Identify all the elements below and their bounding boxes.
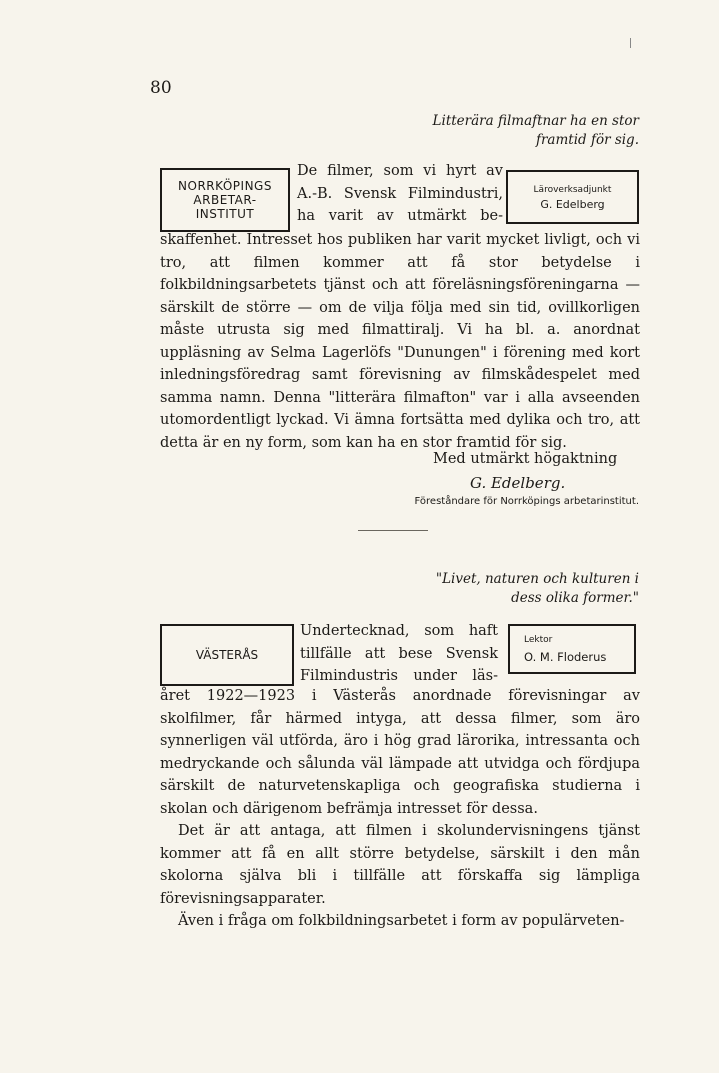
intro-line: Filmindustris under läs- <box>300 668 498 684</box>
edelberg-box <box>506 170 639 224</box>
floderus-box <box>508 624 636 674</box>
author-title: Läroverksadjunkt <box>533 184 612 195</box>
letter-body-1 <box>160 229 640 454</box>
margin-mark <box>630 38 631 48</box>
epigraph-line: framtid för sig. <box>535 132 639 148</box>
letter-body-2 <box>160 685 640 933</box>
closing: Med utmärkt högaktning <box>433 451 618 467</box>
author-name: O. M. Floderus <box>524 650 607 664</box>
intro-lines-1 <box>297 160 503 228</box>
intro-lines-2 <box>300 620 498 688</box>
intro-line: Undertecknad, som haft <box>300 623 498 639</box>
box-line: VÄSTERÅS <box>195 647 259 662</box>
intro-line: tillfälle att bese Svensk <box>300 645 498 662</box>
box-line: INSTITUT <box>195 207 255 221</box>
intro-line: De filmer, som vi hyrt av <box>297 163 503 179</box>
vasteras-box <box>160 624 294 686</box>
epigraph-vasteras <box>379 570 639 608</box>
author-name: G. Edelberg <box>540 197 605 211</box>
signature-title: Föreståndare för Norrköpings arbetarinstitut. <box>414 496 639 507</box>
page-number: 80 <box>150 78 172 98</box>
intro-line: A.-B. Svensk Filmindustri, <box>297 185 503 202</box>
paragraph: året 1922—1923 i Västerås anordnade förevisningar av skolfilmer, får härmed intyga, att dessa filmer, som äro synnerligen väl utförda, äro i hög grad lärorika, intressanta och medryckande och sålunda väl lämpade att utvidga och fördjupa särskilt de naturvetenskapliga och geografiska studierna i skolan och därigenom befrämja intresset för dessa. <box>160 688 640 817</box>
box-line: ARBETAR- <box>193 193 257 207</box>
paragraph: skaffenhet. Intresset hos publiken har varit mycket livligt, och vi tro, att filmen kommer att få stor betydelse i folkbildningsarbetets tjänst och att föreläsningsföreningarna — särskilt de större — om de vilja följa med sin tid, ovillkorligen måste utrusta sig med filmattiralj. Vi ha bl. a. anordnat uppläsning av Selma Lagerlöfs "Dunungen" i förening med kort inledningsföredrag samt förevisning av filmskådespelet med samma namn. Denna "litterära filmafton" var i alla avseenden utomordentligt lyckad. Vi ämna fortsätta med dylika och tro, att detta är en ny form, som kan ha en stor framtid för sig. <box>160 232 640 451</box>
epigraph-norrkoping <box>379 112 639 150</box>
epigraph-line: "Livet, naturen och kulturen i <box>435 571 639 587</box>
norrkoping-box <box>160 168 290 232</box>
box-line: NORRKÖPINGS <box>178 179 272 193</box>
signature: G. Edelberg. <box>470 474 566 492</box>
epigraph-line: Litterära filmaftnar ha en stor <box>432 113 639 129</box>
author-title: Lektor <box>524 635 553 645</box>
intro-line: ha varit av utmärkt be- <box>297 208 503 224</box>
epigraph-line: dess olika former." <box>511 590 639 606</box>
paragraph: Det är att antaga, att filmen i skolundervisningens tjänst kommer att få en allt större betydelse, särskilt i den mån skolorna själva bli i tillfälle att förskaffa sig lämpliga förevisningsapparater. <box>160 823 640 907</box>
section-divider <box>358 530 428 531</box>
paragraph: Även i fråga om folkbildningsarbetet i form av populärveten- <box>178 913 625 929</box>
